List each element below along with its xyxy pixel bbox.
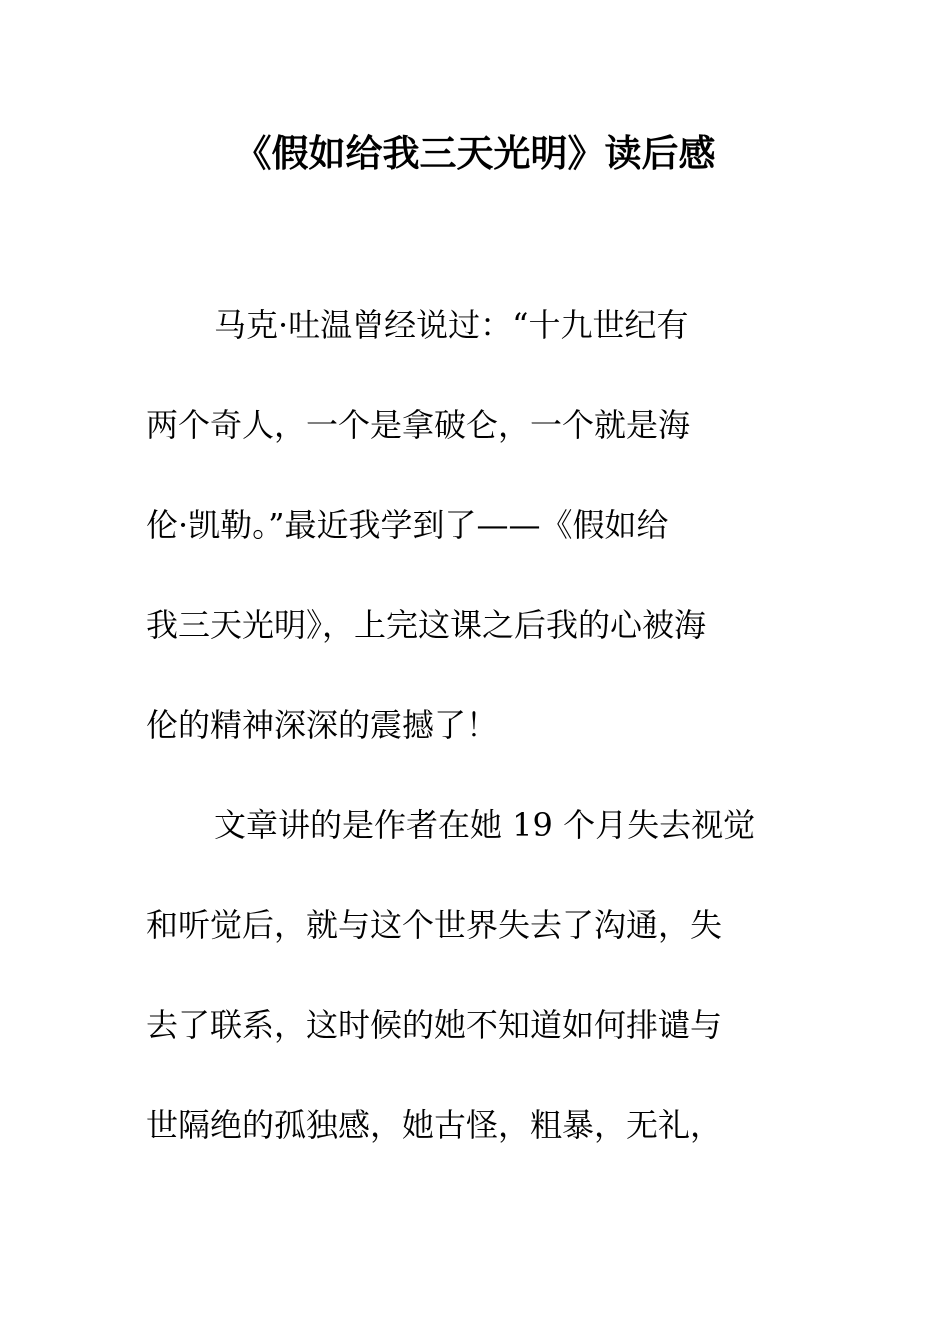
paragraph-1-line-2: 两个奇人，一个是拿破仑，一个就是海 bbox=[146, 406, 691, 444]
paragraph-1-line-4: 我三天光明》，上完这课之后我的心被海 bbox=[146, 606, 707, 644]
document-title: 《假如给我三天光明》读后感 bbox=[234, 132, 716, 175]
paragraph-2-line-2: 和听觉后，就与这个世界失去了沟通，失 bbox=[146, 906, 723, 944]
paragraph-1-line-1: 马克·吐温曾经说过：“十九世纪有 bbox=[214, 306, 689, 344]
paragraph-1-line-3: 伦·凯勒。”最近我学到了——《假如给 bbox=[146, 506, 669, 544]
paragraph-2-line-3: 去了联系，这时候的她不知道如何排谴与 bbox=[146, 1006, 723, 1044]
paragraph-1-line-5: 伦的精神深深的震撼了！ bbox=[146, 706, 499, 744]
paragraph-2-line-4: 世隔绝的孤独感，她古怪，粗暴，无礼， bbox=[146, 1106, 723, 1144]
paragraph-2-line-1: 文章讲的是作者在她 19 个月失去视觉 bbox=[214, 806, 756, 844]
